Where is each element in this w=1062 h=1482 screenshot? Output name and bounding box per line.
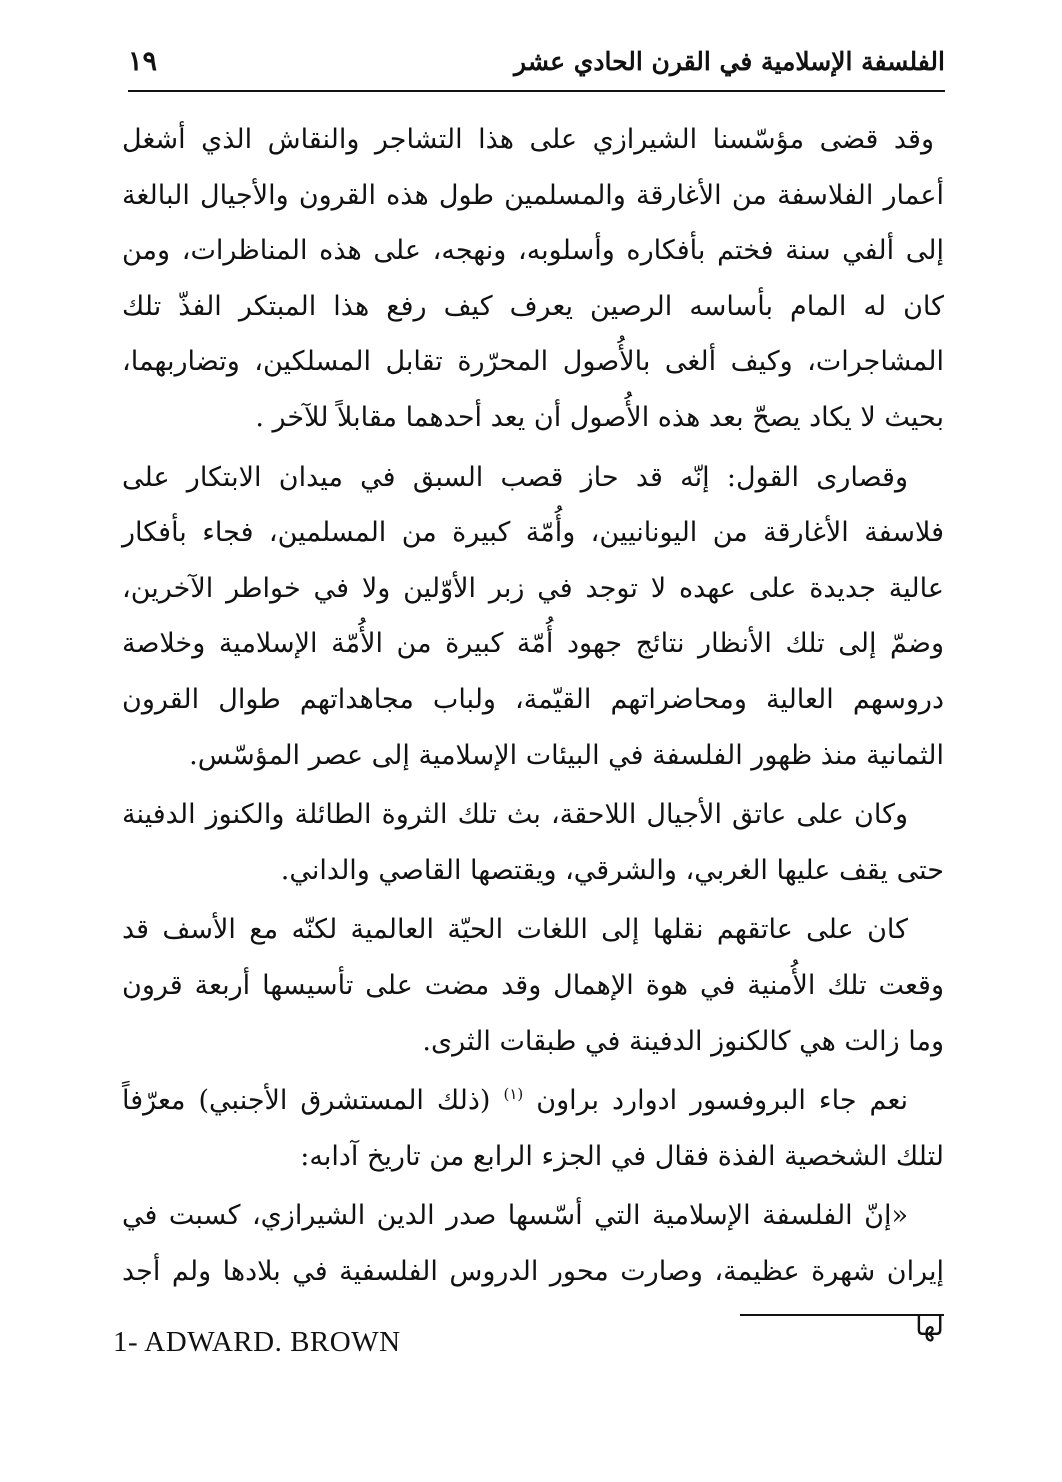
running-header [128,38,945,84]
page-number: ١٩ [128,45,158,77]
footnote: 1- ADWARD. BROWN [113,1326,401,1358]
paragraph: كان على عاتقهم نقلها إلى اللغات الحيّة العالمية لكنّه مع الأسف قد وقعت تلك الأُمنية في هوة الإهمال وقد مضت على تأسيسها أربعة قرون وما زالت هي كالكنوز الدفينة في طبقات الثرى. [122,914,944,1057]
paragraph-brown-start: نعم جاء البروفسور ادوارد براون [536,1085,909,1117]
paragraph: وقصارى القول: إنّه قد حاز قصب السبق في ميدان الابتكار على فلاسفة الأغارقة من اليونانيين، وأُمّة كبيرة من المسلمين، فجاء بأفكار عالية جديدة على عهده لا توجد في زبر الأوّلين ولا في خواطر الآخرين، وضمّ إلى تلك الأنظار نتائج جهود أُمّة كبيرة من الأُمّة الإسلامية وخلاصة دروسهم العالية ومحاضراتهم القيّمة، ولباب مجاهداتهم طوال القرون الثمانية منذ ظهور الفلسفة في البيئات الإسلامية إلى عصر المؤسّس. [122,461,944,771]
paragraph-brown [122,1073,944,1184]
footnote-divider [740,1314,944,1316]
paragraph: وكان على عاتق الأجيال اللاحقة، بث تلك الثروة الطائلة والكنوز الدفينة حتى يقف عليها الغربي، والشرقي، ويقتصها القاصي والداني. [122,799,944,886]
footnote-marker[interactable]: (١) [503,1085,524,1104]
header-title: الفلسفة الإسلامية في القرن الحادي عشر [514,46,945,76]
header-divider [128,90,945,92]
paragraph-brown-end: (ذلك المستشرق الأجنبي) معرّفاً لتلك الشخصية الفذة فقال في الجزء الرابع من تاريخ آدابه: [122,1085,944,1172]
paragraph-quote: «إنّ الفلسفة الإسلامية التي أسّسها صدر الدين الشيرازي، كسبت في إيران شهرة عظيمة، وصارت محور الدروس الفلسفية في بلادها ولم أجد لها [122,1200,944,1343]
body-text [122,112,944,1359]
paragraph: وقد قضى مؤسّسنا الشيرازي على هذا التشاجر والنقاش الذي أشغل أعمار الفلاسفة من الأغارقة والمسلمين طول هذه القرون والأجيال البالغة إلى ألفي سنة فختم بأفكاره وأسلوبه، ونهجه، على هذه المناظرات، ومن كان له المام بأساسه الرصين يعرف كيف رفع هذا المبتكر الفذّ تلك المشاجرات، وكيف ألغى بالأُصول المحرّرة تقابل المسلكين، وتضاربهما، بحيث لا يكاد يصحّ بعد هذه الأُصول أن يعد أحدهما مقابلاً للآخر . [122,124,944,433]
